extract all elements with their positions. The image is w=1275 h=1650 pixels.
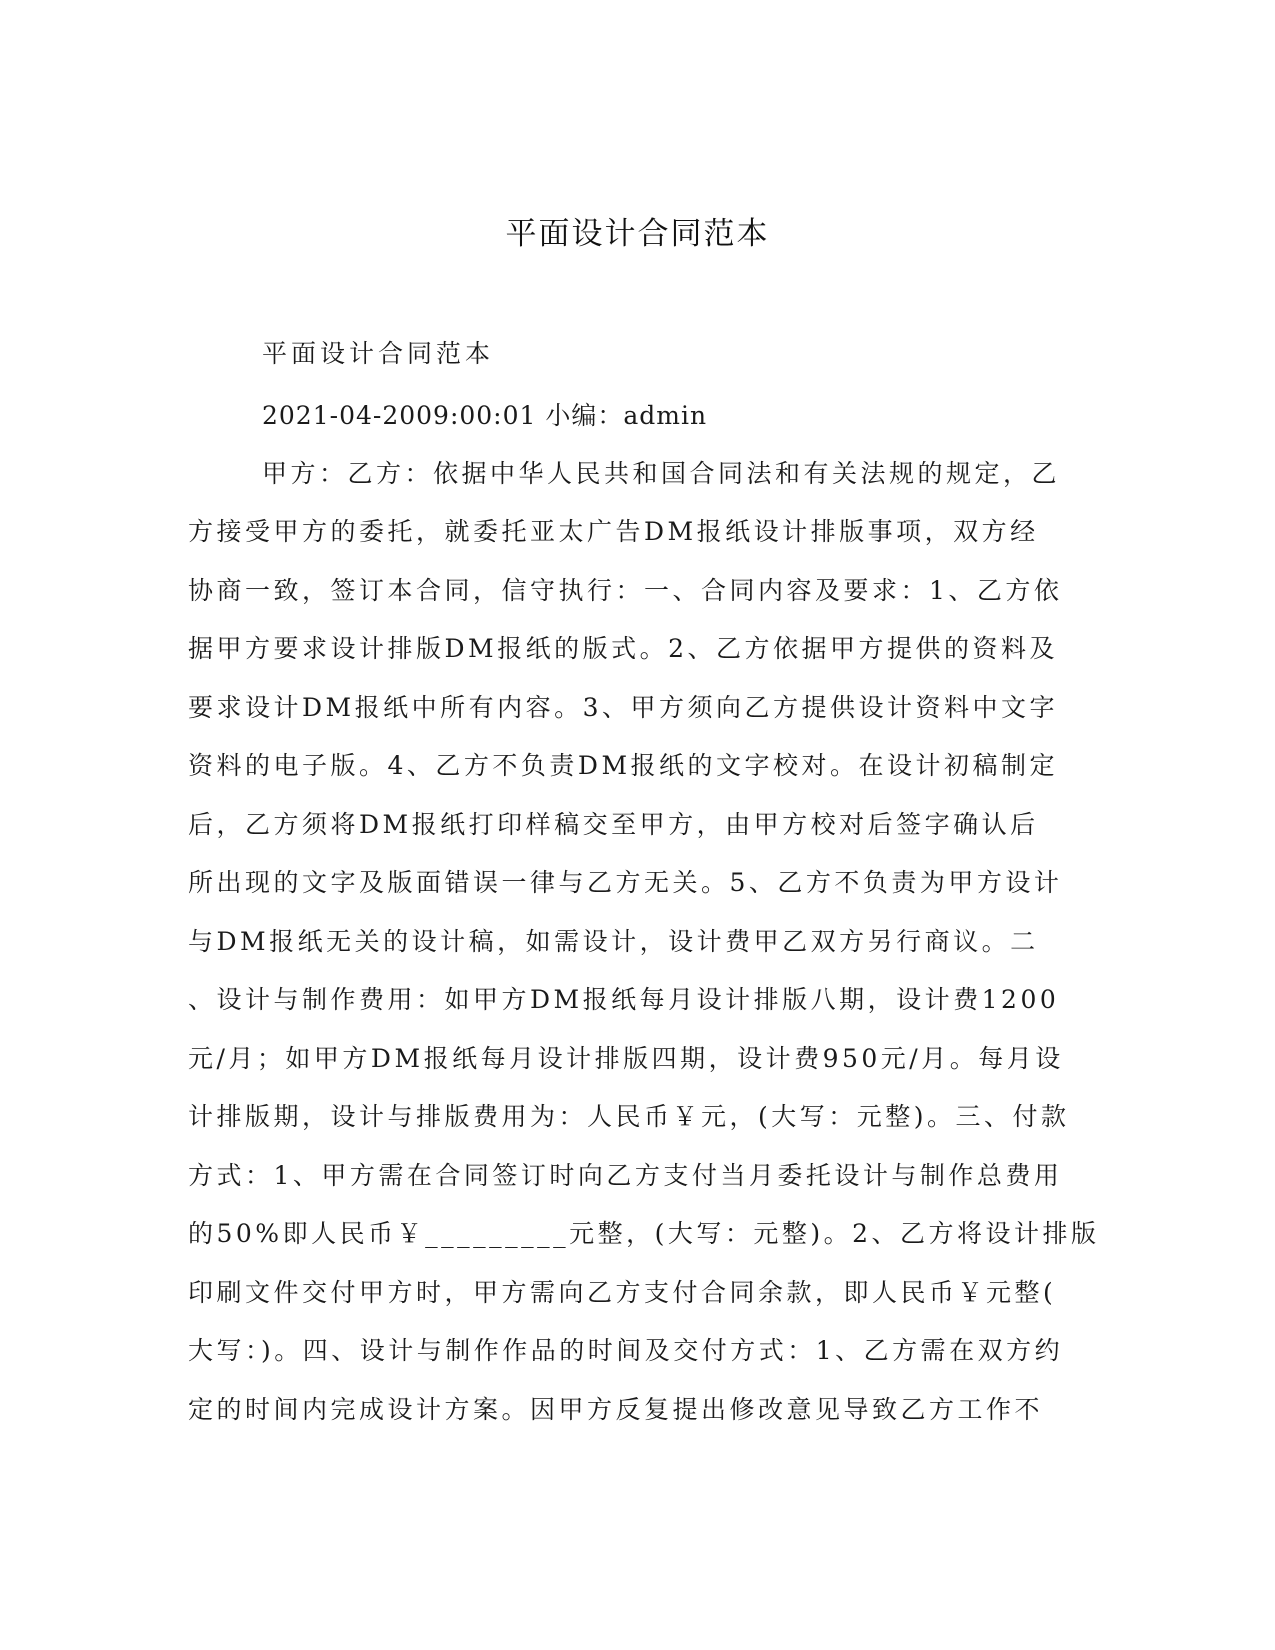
body-line: 定的时间内完成设计方案。因甲方反复提出修改意见导致乙方工作不 xyxy=(188,1395,1044,1424)
document-subtitle: 平面设计合同范本 xyxy=(262,339,495,368)
body-line: 据甲方要求设计排版DM报纸的版式。2、乙方依据甲方提供的资料及 xyxy=(188,634,1059,663)
body-line: 计排版期，设计与排版费用为：人民币￥元，(大写：元整)。三、付款 xyxy=(188,1102,1070,1131)
body-line: 所出现的文字及版面错误一律与乙方无关。5、乙方不负责为甲方设计 xyxy=(188,868,1063,897)
body-line: 的50%即人民币￥_________元整，(大写：元整)。2、乙方将设计排版 xyxy=(188,1219,1100,1248)
document-meta: 2021-04-2009:00:01 小编：admin xyxy=(262,401,708,430)
body-line: 与DM报纸无关的设计稿，如需设计，设计费甲乙双方另行商议。二 xyxy=(188,927,1039,956)
body-line: 方接受甲方的委托，就委托亚太广告DM报纸设计排版事项，双方经 xyxy=(188,517,1039,546)
body-line: 、设计与制作费用：如甲方DM报纸每月设计排版八期，设计费1200 xyxy=(188,985,1060,1014)
body-line: 甲方：乙方：依据中华人民共和国合同法和有关法规的规定，乙 xyxy=(262,459,1061,488)
body-line: 印刷文件交付甲方时，甲方需向乙方支付合同余款，即人民币￥元整( xyxy=(188,1278,1057,1307)
body-line: 资料的电子版。4、乙方不负责DM报纸的文字校对。在设计初稿制定 xyxy=(188,751,1059,780)
document-title: 平面设计合同范本 xyxy=(505,216,770,252)
body-line: 大写：)。四、设计与制作作品的时间及交付方式：1、乙方需在双方约 xyxy=(188,1336,1064,1365)
body-line: 方式：1、甲方需在合同签订时向乙方支付当月委托设计与制作总费用 xyxy=(188,1161,1063,1190)
body-line: 协商一致，签订本合同，信守执行：一、合同内容及要求：1、乙方依 xyxy=(188,576,1063,605)
body-line: 要求设计DM报纸中所有内容。3、甲方须向乙方提供设计资料中文字 xyxy=(188,693,1059,722)
body-line: 元/月；如甲方DM报纸每月设计排版四期，设计费950元/月。每月设 xyxy=(188,1044,1064,1073)
body-line: 后，乙方须将DM报纸打印样稿交至甲方，由甲方校对后签字确认后 xyxy=(188,810,1039,839)
